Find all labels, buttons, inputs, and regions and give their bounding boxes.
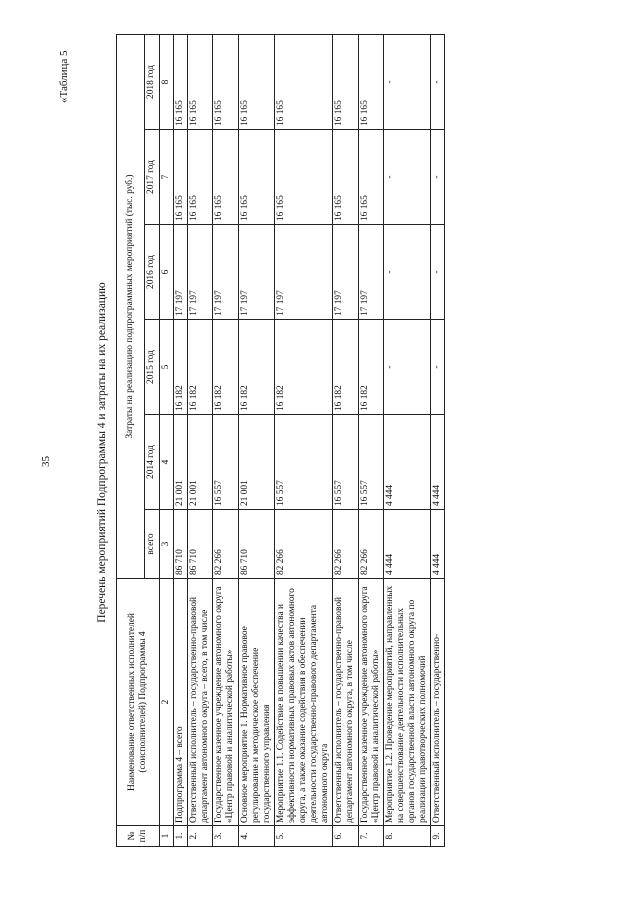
row-number: 5.	[274, 826, 332, 847]
value-cell: -	[431, 320, 445, 415]
header-year: всего	[145, 510, 160, 579]
row-name: Основное мероприятие 1. Нормативное правовое регулирование и методическое обеспечение государственного управления	[238, 579, 274, 826]
value-cell: -	[431, 35, 445, 130]
value-cell: 82 266	[358, 510, 383, 579]
value-cell: 16 182	[188, 320, 213, 415]
table-row	[213, 35, 238, 847]
value-cell: 16 165	[333, 130, 358, 225]
value-cell: 21 001	[238, 415, 274, 510]
value-cell: 82 266	[213, 510, 238, 579]
value-cell: 16 165	[238, 35, 274, 130]
value-cell: 16 165	[188, 35, 213, 130]
table-body	[174, 35, 445, 847]
row-number: 8.	[383, 826, 430, 847]
row-number: 4.	[238, 826, 274, 847]
column-number: 7	[160, 130, 174, 225]
column-number: 2	[160, 579, 174, 826]
value-cell: 16 557	[333, 415, 358, 510]
column-number: 3	[160, 510, 174, 579]
value-cell: 16 165	[358, 35, 383, 130]
column-number: 6	[160, 225, 174, 320]
value-cell: 82 266	[274, 510, 332, 579]
value-cell: 16 165	[274, 35, 332, 130]
value-cell: 16 557	[213, 415, 238, 510]
column-number: 4	[160, 415, 174, 510]
row-number: 7.	[358, 826, 383, 847]
value-cell: 16 182	[213, 320, 238, 415]
value-cell: 16 165	[333, 35, 358, 130]
header-year: 2014 год	[145, 415, 160, 510]
value-cell: 82 266	[333, 510, 358, 579]
table-row	[383, 35, 430, 847]
value-cell: 4 444	[431, 510, 445, 579]
value-cell: 21 001	[174, 415, 188, 510]
value-cell: 17 197	[174, 225, 188, 320]
value-cell: 16 557	[274, 415, 332, 510]
header-num: № п/п	[117, 826, 160, 847]
value-cell: 16 182	[274, 320, 332, 415]
table-row	[274, 35, 332, 847]
row-name: Государственное казенное учреждение автономного округа «Центр правовой и аналитической работы»	[358, 579, 383, 826]
row-name: Мероприятие 1.1. Содействие в повышении качества и эффективности нормативных правовых актов автономного округа, а также оказание содействия в обеспечении деятельности государственно-правового департамента автономного округа	[274, 579, 332, 826]
page-number: 35	[40, 456, 52, 467]
header-year: 2016 год	[145, 225, 160, 320]
header-year: 2018 год	[145, 35, 160, 130]
value-cell: 16 182	[174, 320, 188, 415]
row-name: Мероприятие 1.2. Проведение мероприятий, направленных на совершенствование деятельности исполнительных органов государственной власти автономного округа по реализации правотворческих полномочий	[383, 579, 430, 826]
value-cell: 17 197	[213, 225, 238, 320]
row-number: 1.	[174, 826, 188, 847]
costs-table	[116, 34, 445, 847]
column-number: 8	[160, 35, 174, 130]
value-cell: 16 165	[238, 130, 274, 225]
value-cell: 16 182	[238, 320, 274, 415]
value-cell: -	[383, 130, 430, 225]
value-cell: 17 197	[333, 225, 358, 320]
value-cell: 17 197	[238, 225, 274, 320]
value-cell: 21 001	[188, 415, 213, 510]
value-cell: -	[383, 320, 430, 415]
table-title: Перечень мероприятий Подпрограммы 4 и затраты на их реализацию	[96, 282, 108, 623]
value-cell: -	[431, 130, 445, 225]
row-name: Государственное казенное учреждение автономного округа «Центр правовой и аналитической работы»	[213, 579, 238, 826]
value-cell: 16 165	[358, 130, 383, 225]
value-cell: 16 165	[213, 35, 238, 130]
table-row	[358, 35, 383, 847]
table-label: «Таблица 5	[58, 50, 70, 103]
value-cell: 4 444	[383, 415, 430, 510]
row-name: Ответственный исполнитель – государственно-	[431, 579, 445, 826]
value-cell: 17 197	[188, 225, 213, 320]
row-name: Ответственный исполнитель – государственно-правовой департамент автономного округа, в том числе	[333, 579, 358, 826]
value-cell: 16 165	[274, 130, 332, 225]
table-header	[117, 35, 174, 847]
value-cell: 16 165	[188, 130, 213, 225]
row-number: 3.	[213, 826, 238, 847]
row-number: 2.	[188, 826, 213, 847]
value-cell: 86 710	[188, 510, 213, 579]
value-cell: 86 710	[174, 510, 188, 579]
row-number: 6.	[333, 826, 358, 847]
header-year: 2017 год	[145, 130, 160, 225]
value-cell: 16 557	[358, 415, 383, 510]
table-row	[188, 35, 213, 847]
column-number: 1	[160, 826, 174, 847]
value-cell: 16 165	[174, 130, 188, 225]
value-cell: 17 197	[274, 225, 332, 320]
table-row	[333, 35, 358, 847]
value-cell: 16 182	[333, 320, 358, 415]
table-row	[174, 35, 188, 847]
header-name: Наименование ответственных исполнителей (соисполнителей) Подпрограммы 4	[117, 579, 160, 826]
value-cell: -	[431, 225, 445, 320]
value-cell: 4 444	[431, 415, 445, 510]
header-costs: Затраты на реализацию подпрограммных мероприятий (тыс. руб.)	[117, 35, 145, 579]
value-cell: 16 182	[358, 320, 383, 415]
row-name: Подпрограмма 4 – всего	[174, 579, 188, 826]
table-row	[238, 35, 274, 847]
row-name: Ответственный исполнитель – государственно-правовой департамент автономного округа – всего, в том числе	[188, 579, 213, 826]
value-cell: 16 165	[213, 130, 238, 225]
value-cell: -	[383, 225, 430, 320]
row-number: 9.	[431, 826, 445, 847]
header-year: 2015 год	[145, 320, 160, 415]
value-cell: 4 444	[383, 510, 430, 579]
column-number: 5	[160, 320, 174, 415]
value-cell: -	[383, 35, 430, 130]
value-cell: 17 197	[358, 225, 383, 320]
value-cell: 86 710	[238, 510, 274, 579]
table-row	[431, 35, 445, 847]
value-cell: 16 165	[174, 35, 188, 130]
